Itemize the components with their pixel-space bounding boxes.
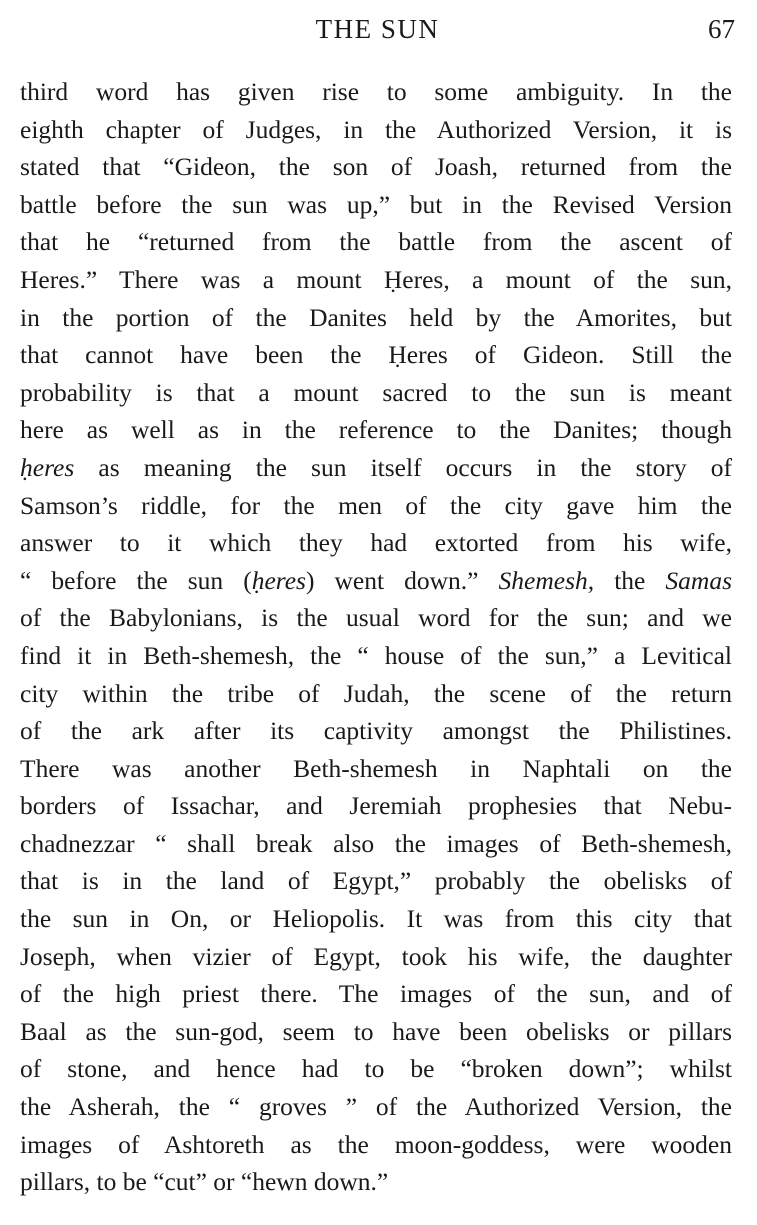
text-line: here as well as in the reference to the Danites; though bbox=[20, 415, 732, 445]
text-line: of stone, and hence had to be “broken down”; whilst bbox=[20, 1054, 732, 1084]
text-line: probability is that a mount sacred to the sun is meant bbox=[20, 377, 732, 407]
text-line: of the high priest there. The images of the sun, and of bbox=[20, 979, 732, 1009]
text-line: Joseph, when vizier of Egypt, took his wife, the daughter bbox=[20, 941, 732, 971]
text-line: stated that “Gideon, the son of Joash, returned from the bbox=[20, 152, 732, 182]
text-line: Samson’s riddle, for the men of the city gave him the bbox=[20, 490, 732, 520]
running-head bbox=[20, 14, 735, 54]
text-line: Heres.” There was a mount Ḥeres, a mount of the sun, bbox=[20, 264, 732, 294]
text-line: find it in Beth-shemesh, the “ house of the sun,” a Levitical bbox=[20, 640, 732, 670]
text-line: that he “returned from the battle from the ascent of bbox=[20, 227, 732, 257]
text-line: battle before the sun was up,” but in the Revised Version bbox=[20, 189, 732, 219]
text-line: the Asherah, the “ groves ” of the Authorized Version, the bbox=[20, 1092, 732, 1122]
running-title: THE SUN bbox=[315, 14, 440, 44]
text-line: There was another Beth-shemesh in Naphtali on the bbox=[20, 753, 732, 783]
text-line: city within the tribe of Judah, the scene of the return bbox=[20, 678, 732, 708]
text-line: ḥeres as meaning the sun itself occurs in the story of bbox=[20, 452, 732, 482]
text-line: in the portion of the Danites held by the Amorites, but bbox=[20, 302, 732, 332]
text-line: third word has given rise to some ambiguity. In the bbox=[20, 77, 732, 106]
text-line: borders of Issachar, and Jeremiah prophesies that Nebu- bbox=[20, 791, 732, 821]
text-line: images of Ashtoreth as the moon-goddess, were wooden bbox=[20, 1129, 732, 1159]
text-line: pillars, to be “cut” or “hewn down.” bbox=[20, 1167, 389, 1197]
text-line: chadnezzar “ shall break also the images of Beth-shemesh, bbox=[20, 828, 732, 858]
body-text bbox=[20, 73, 732, 1201]
text-line: of the Babylonians, is the usual word for the sun; and we bbox=[20, 603, 732, 633]
text-line: the sun in On, or Heliopolis. It was from this city that bbox=[20, 904, 732, 934]
text-line: that cannot have been the Ḥeres of Gideon. Still the bbox=[20, 340, 732, 370]
text-line: answer to it which they had extorted from his wife, bbox=[20, 528, 732, 558]
page-number: 67 bbox=[708, 14, 735, 44]
text-line: of the ark after its captivity amongst the Philistines. bbox=[20, 716, 732, 746]
text-line: that is in the land of Egypt,” probably the obelisks of bbox=[20, 866, 732, 896]
text-line: “ before the sun (ḥeres) went down.” Shemesh, the Samas bbox=[20, 565, 732, 595]
text-line: eighth chapter of Judges, in the Authorized Version, it is bbox=[20, 114, 732, 144]
text-line: Baal as the sun-god, seem to have been obelisks or pillars bbox=[20, 1016, 732, 1046]
